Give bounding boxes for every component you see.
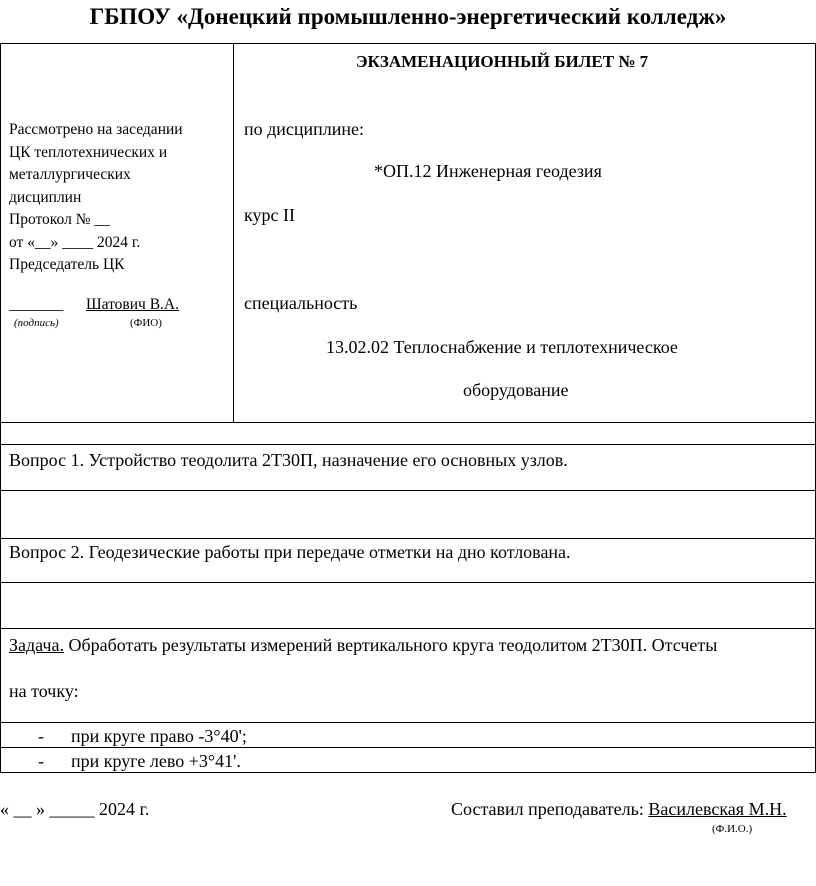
approval-line-1: Рассмотрено на заседании [9,121,183,138]
signature-blank: _______ [9,296,64,313]
row-divider [1,722,815,723]
composer-name: Василевская М.Н. [648,799,787,819]
footer-date: « __ » _____ 2024 г. [0,799,150,819]
column-divider [233,44,234,422]
specialty-line-2: оборудование [463,380,569,400]
task-label: Задача. [9,635,64,655]
signature-caption: (подпись) [14,317,59,329]
approval-line-4: дисциплин [9,189,82,206]
row-divider [1,628,815,629]
approval-date: от «__» ____ 2024 г. [9,234,141,251]
fio-caption: (Ф.И.О.) [712,823,753,835]
discipline-name: *ОП.12 Инженерная геодезия [374,161,602,181]
row-divider [1,538,815,539]
course: курс II [244,205,295,225]
chair-name: Шатович В.А. [86,296,179,313]
specialty-line-1: 13.02.02 Теплоснабжение и теплотехническое [326,337,678,357]
name-caption: (ФИО) [130,317,162,329]
approval-chair-label: Председатель ЦК [9,256,125,273]
question-2: Вопрос 2. Геодезические работы при передаче отметки на дно котлована. [9,542,571,562]
task-line-2: на точку: [9,681,79,701]
composer-label: Составил преподаватель: [451,799,649,819]
approval-protocol: Протокол № __ [9,211,110,228]
specialty-label: специальность [244,293,358,313]
row-divider [1,582,815,583]
row-divider [1,490,815,491]
task-line-1 [9,635,717,656]
ticket-title: ЭКЗАМЕНАЦИОННЫЙ БИЛЕТ № 7 [356,52,649,71]
college-title: ГБПОУ «Донецкий промышленно-энергетический колледж» [89,4,727,29]
list-item: при круге право -3°40'; [71,726,247,746]
list-bullet: - [38,726,44,746]
list-item: при круге лево +3°41'. [71,751,241,771]
row-divider [1,747,815,748]
row-divider [1,444,815,445]
composer-line [451,799,787,820]
approval-line-3: металлургических [9,166,131,183]
discipline-label: по дисциплине: [244,119,365,139]
approval-line-2: ЦК теплотехнических и [9,144,168,161]
question-1: Вопрос 1. Устройство теодолита 2Т30П, назначение его основных узлов. [9,450,568,470]
list-bullet: - [38,751,44,771]
task-text: Обработать результаты измерений вертикального круга теодолитом 2Т30П. Отсчеты [63,635,718,655]
row-divider [1,422,815,423]
